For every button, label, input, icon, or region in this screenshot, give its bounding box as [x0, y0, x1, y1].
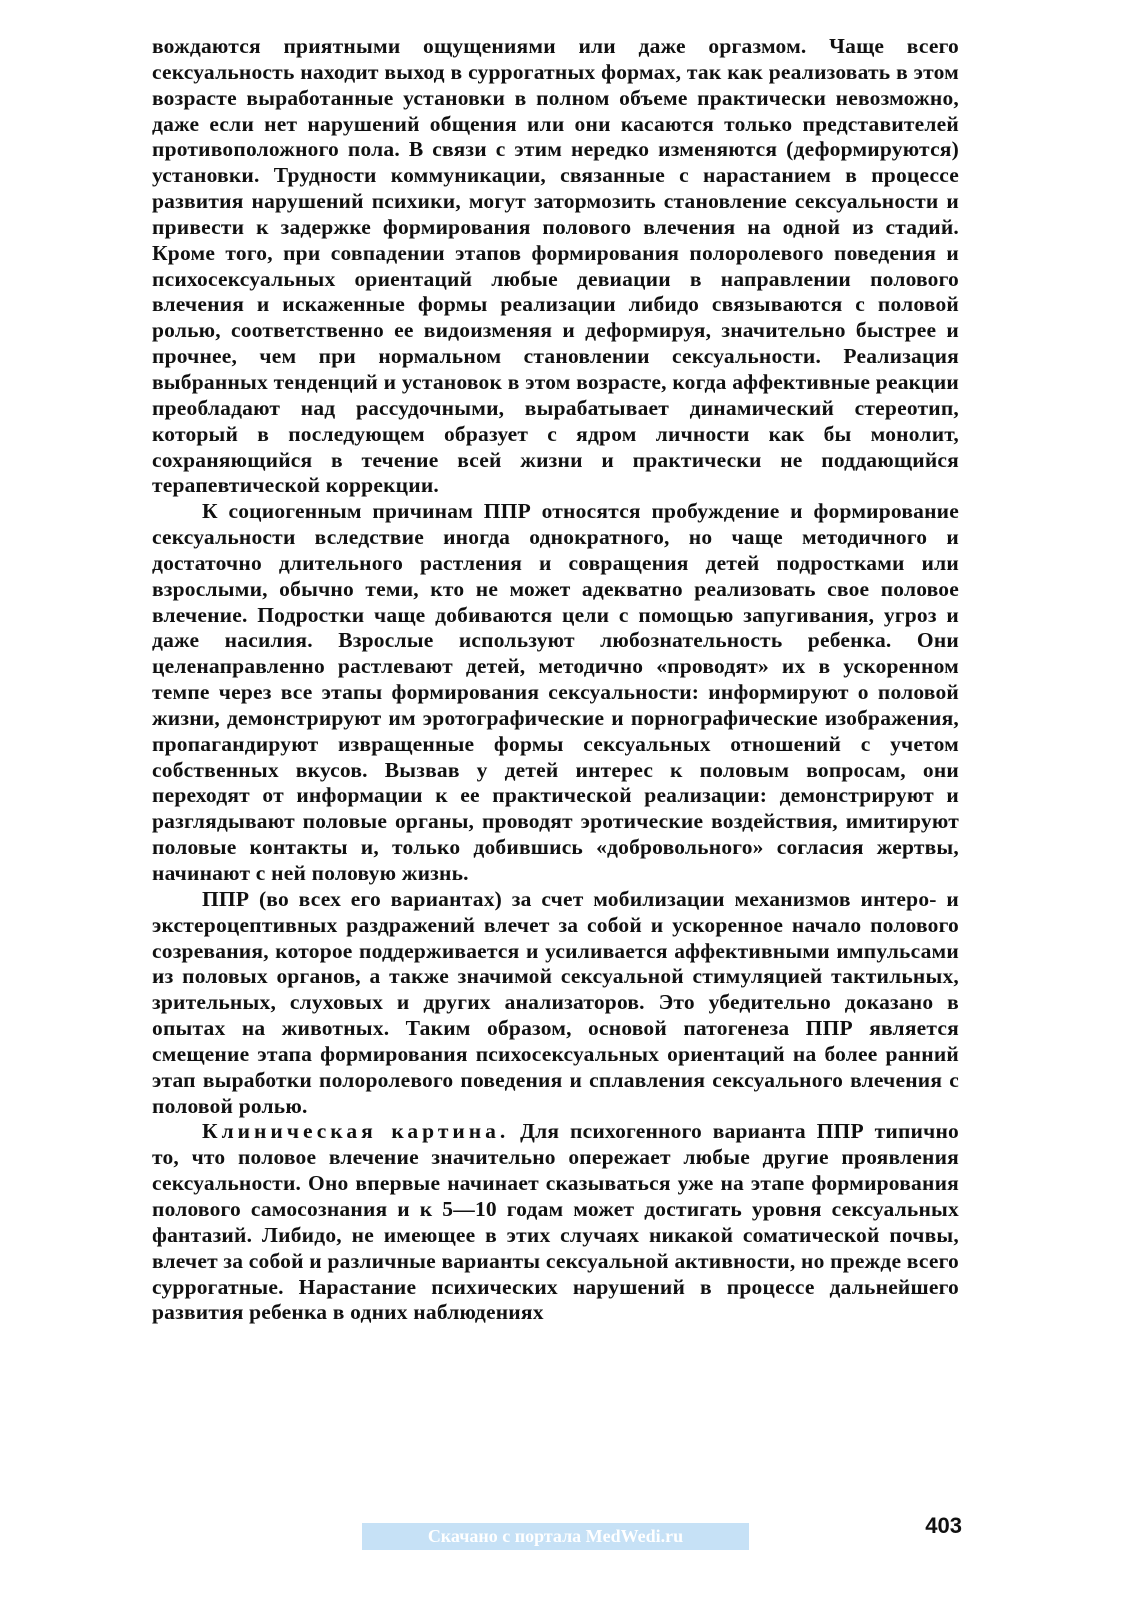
paragraph	[152, 887, 959, 1120]
paragraph	[152, 1119, 959, 1326]
paragraph	[152, 499, 959, 887]
section-heading: Клиническая картина.	[202, 1119, 510, 1144]
page-number: 403	[925, 1513, 962, 1538]
paragraph-text: К социогенным причинам ППР относятся пробуждение и формирование сексуальности вследствие иногда однократного, но чаще методичного и достаточно длительного растления и совращения детей подростками или взрослыми, обычно теми, кто не может адекватно реализовать свое половое влечение. Подростки чаще добиваются цели с помощью запугивания, угроз и даже насилия. Взрослые используют любознательность ребенка. Они целенаправленно растлевают детей, методично «проводят» их в ускоренном темпе через все этапы формирования сексуальности: информируют о половой жизни, демонстрируют им эротографические и порнографические изображения, пропагандируют извращенные формы сексуальных отношений с учетом собственных вкусов. Вызвав у детей интерес к половым вопросам, они переходят от информации к ее практической реализации: демонстрируют и разглядывают половые органы, проводят эротические воздействия, имитируют половые контакты и, только добившись «добровольного» согласия жертвы, начинают с ней половую жизнь.	[152, 499, 959, 885]
download-watermark: Скачано с портала MedWedi.ru	[362, 1523, 749, 1550]
body-text	[152, 34, 959, 1326]
paragraph	[152, 34, 959, 499]
paragraph-text: вождаются приятными ощущениями или даже оргазмом. Чаще всего сексуальность находит выход в суррогатных формах, так как реализовать в этом возрасте выработанные установки в полном объеме практически невозможно, даже если нет нарушений общения или они касаются только представителей противоположного пола. В связи с этим нередко изменяются (деформируются) установки. Трудности коммуникации, связанные с нарастанием в процессе развития нарушений психики, могут затормозить становление сексуальности и привести к задержке формирования полового влечения на одной из стадий. Кроме того, при совпадении этапов формирования полоролевого поведения и психосексуальных ориентаций любые девиации в направлении полового влечения и искаженные формы реализации либидо связываются с половой ролью, соответственно ее видоизменяя и деформируя, значительно быстрее и прочнее, чем при нормальном становлении сексуальности. Реализация выбранных тенденций и установок в этом возрасте, когда аффективные реакции преобладают над рассудочными, вырабатывает динамический стереотип, который в последующем образует с ядром личности как бы монолит, сохраняющийся в течение всей жизни и практически не поддающийся терапевтической коррекции.	[152, 34, 959, 498]
paragraph-text: ППР (во всех его вариантах) за счет мобилизации механизмов интеро- и экстероцептивных раздражений влечет за собой и ускоренное начало полового созревания, которое поддерживается и усиливается аффективными импульсами из половых органов, а также значимой сексуальной стимуляцией тактильных, зрительных, слуховых и других анализаторов. Это убедительно доказано в опытах на животных. Таким образом, основой патогенеза ППР является смещение этапа формирования психосексуальных ориентаций на более ранний этап выработки полоролевого поведения и сплавления сексуального влечения с половой ролью.	[152, 886, 959, 1118]
paragraph-text: Для психогенного варианта ППР типично то, что половое влечение значительно опережает любые другие проявления сексуальности. Оно впервые начинает сказываться уже на этапе формирования полового самосознания и к 5—10 годам может достигать уровня сексуальных фантазий. Либидо, не имеющее в этих случаях никакой соматической почвы, влечет за собой и различные варианты сексуальной активности, но прежде всего суррогатные. Нарастание психических нарушений в процессе дальнейшего развития ребенка в одних наблюдениях	[152, 1119, 959, 1325]
